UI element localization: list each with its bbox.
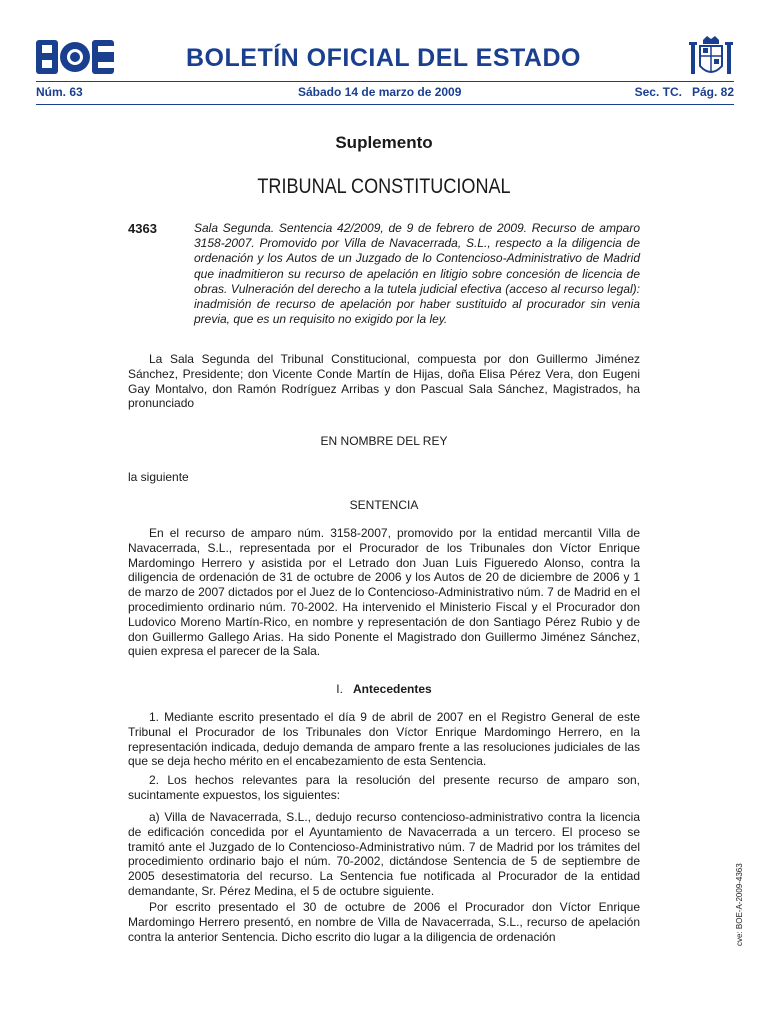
section-heading bbox=[128, 682, 640, 696]
paragraph-2a: a) Villa de Navacerrada, S.L., dedujo recurso contencioso-administrativo contra la licencia de edificación concedida por el Ayuntamiento de Navacerrada a un tercero. El proceso se tramitó ante el Juzgado de lo Contencioso-Administrativo núm. 7 de Madrid por los trámites del procedimiento ordinario bajo el núm. 70-2002, dictándose Sentencia de 5 de septiembre de 2005 desestimatoria del recurso. La Sentencia fue notificada al Procurador de la entidad demandante, Sr. Pérez Medina, el 5 de octubre siguiente. bbox=[128, 810, 640, 898]
header-rule-bottom bbox=[36, 104, 734, 105]
entry-number: 4363 bbox=[128, 221, 157, 236]
section-title: Antecedentes bbox=[352, 682, 432, 696]
paragraph-1: 1. Mediante escrito presentado el día 9 de abril de 2007 en el Registro General de este Tribunal el Procurador de los Tribunales don Víctor Enrique Mardomingo Herrero, en la representación indicada, dedujo demanda de amparo frente a las resoluciones judiciales de las que se deja hecho mérito en el encabezamiento de esta Sentencia. bbox=[128, 710, 640, 769]
in-name-heading: EN NOMBRE DEL REY bbox=[320, 434, 448, 448]
boe-logo bbox=[36, 40, 114, 74]
supplement-heading: Suplemento bbox=[335, 133, 433, 152]
entry-summary: Sala Segunda. Sentencia 42/2009, de 9 de febrero de 2009. Recurso de amparo 3158-2007. Promovido por Villa de Navacerrada, S.L., respecto a la diligencia de ordenación y los Autos de un Juzgado de lo Contencioso-Administrativo de Madrid que inadmitieron su recurso de apelación en litigio sobre concesión de licencia de obras. Vulneración del derecho a la tutela judicial efectiva (acceso al recurso legal): inadmisión de recurso de apelación por haber sustituido al procurador sin venia previa, que es un requisito no exigido por la ley. bbox=[194, 221, 640, 327]
paragraph-2b: Por escrito presentado el 30 de octubre de 2006 el Procurador don Víctor Enrique Mardomingo Herrero presentó, en nombre de Villa de Navacerrada, S.L., recurso de apelación contra la anterior Sentencia. Dicho escrito dio lugar a la diligencia de ordenación bbox=[128, 900, 640, 944]
section-numeral: I. bbox=[336, 682, 343, 696]
publication-title: BOLETÍN OFICIAL DEL ESTADO bbox=[186, 44, 581, 72]
paragraph-2: 2. Los hechos relevantes para la resolución del presente recurso de amparo son, sucintamente expuestos, los siguientes: bbox=[128, 773, 640, 802]
spain-coat-of-arms-icon bbox=[688, 36, 734, 80]
issue-info-bar bbox=[36, 85, 734, 103]
issue-number: Núm. 63 bbox=[36, 85, 83, 99]
intro-paragraph: La Sala Segunda del Tribunal Constitucional, compuesta por don Guillermo Jiménez Sánchez, Presidente; don Vicente Conde Martín de Hijas, doña Elisa Pérez Vera, don Eugeni Gay Montalvo, don Ramón Rodríguez Arribas y don Pascual Sala Sánchez, Magistrados, ha pronunciado bbox=[128, 352, 640, 411]
sentence-heading: SENTENCIA bbox=[349, 498, 419, 512]
issue-date: Sábado 14 de marzo de 2009 bbox=[298, 85, 462, 99]
header-rule-top bbox=[36, 81, 734, 82]
cve-code: cve: BOE-A-2009-4363 bbox=[735, 863, 744, 946]
following-text: la siguiente bbox=[128, 470, 189, 484]
institution-heading: TRIBUNAL CONSTITUCIONAL bbox=[257, 175, 511, 198]
case-paragraph: En el recurso de amparo núm. 3158-2007, promovido por la entidad mercantil Villa de Navacerrada, S.L., representada por el Procurador de los Tribunales don Víctor Enrique Mardomingo Herrero y asistida por el Letrado don Juan Luis Figueredo Alonso, contra la diligencia de ordenación de 31 de octubre de 2006 y los Autos de 20 de diciembre de 2006 y 1 de marzo de 2007 dictados por el Juez de lo Contencioso-Administrativo núm. 7 de Madrid en el procedimiento ordinario núm. 70-2002. Ha intervenido el Ministerio Fiscal y el Procurador don Ludovico Moreno Martín-Rico, en nombre y representación de don Santiago Pérez Rubio y de don Guillermo Gallego Arias. Ha sido Ponente el Magistrado don Guillermo Jiménez Sánchez, quien expresa el parecer de la Sala. bbox=[128, 526, 640, 659]
section-page: Sec. TC. Pág. 82 bbox=[634, 85, 734, 99]
